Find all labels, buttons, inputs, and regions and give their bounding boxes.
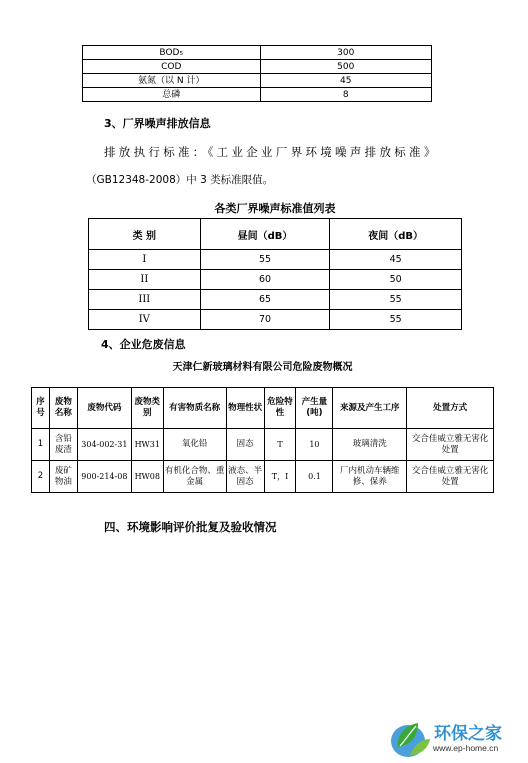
pollutant-value: 500 [260, 60, 432, 74]
noise-night: 50 [330, 270, 462, 290]
pollutant-value: 300 [260, 46, 432, 60]
table-row [83, 46, 432, 60]
pollutant-table [82, 45, 432, 102]
noise-day: 65 [200, 290, 330, 310]
waste-amount: 10 [296, 429, 333, 461]
pollutant-value: 8 [260, 88, 432, 102]
noise-night: 45 [330, 250, 462, 270]
section-four-heading: 四、环境影响评价批复及验收情况 [104, 520, 277, 534]
waste-source: 厂内机动车辆维修、保养 [333, 461, 407, 493]
waste-state: 固态 [226, 429, 264, 461]
noise-category: III [89, 290, 201, 310]
waste-source: 玻璃清洗 [333, 429, 407, 461]
waste-name: 含铅废渣 [49, 429, 77, 461]
section4-heading: 4、企业危废信息 [101, 338, 186, 351]
noise-table-caption: 各类厂界噪声标准值列表 [214, 202, 336, 215]
table-row [83, 88, 432, 102]
waste-disposal: 交合佳威立雅无害化处置 [407, 461, 494, 493]
waste-state: 液态、半固态 [226, 461, 264, 493]
column-header: 废物代码 [77, 388, 131, 429]
section3-standard-line: 排放执行标准：《工业企业厂界环境噪声排放标准》 [104, 145, 439, 159]
noise-day: 60 [200, 270, 330, 290]
table-header-row [89, 219, 462, 250]
leaf-globe-icon [388, 717, 432, 759]
waste-hazard: T，I [264, 461, 296, 493]
column-header: 处置方式 [407, 388, 494, 429]
section3-standard-code: （GB12348-2008）中 3 类标准限值。 [86, 174, 274, 186]
pollutant-name: 总磷 [83, 88, 261, 102]
column-header: 序号 [32, 388, 50, 429]
table-header-row [32, 388, 494, 429]
noise-category: II [89, 270, 201, 290]
waste-substance: 氧化铅 [163, 429, 226, 461]
site-logo[interactable] [388, 717, 523, 759]
noise-day: 70 [200, 310, 330, 330]
noise-night: 55 [330, 310, 462, 330]
waste-code: 900-214-08 [77, 461, 131, 493]
column-header: 产生量(吨) [296, 388, 333, 429]
pollutant-value: 45 [260, 74, 432, 88]
column-header: 物理性状 [226, 388, 264, 429]
waste-disposal: 交合佳威立雅无害化处置 [407, 429, 494, 461]
waste-name: 废矿物油 [49, 461, 77, 493]
table-row [32, 461, 494, 493]
waste-category: HW08 [131, 461, 163, 493]
column-header: 昼间（dB） [200, 219, 330, 250]
logo-name: 环保之家 [434, 724, 502, 744]
table-row [89, 250, 462, 270]
column-header: 危险特性 [264, 388, 296, 429]
column-header: 类 别 [89, 219, 201, 250]
waste-category: HW31 [131, 429, 163, 461]
table-row [89, 270, 462, 290]
waste-no: 2 [32, 461, 50, 493]
logo-url: www.ep-home.cn [433, 743, 499, 753]
waste-hazard: T [264, 429, 296, 461]
table-row [32, 429, 494, 461]
pollutant-name: BOD₅ [83, 46, 261, 60]
table-row [89, 310, 462, 330]
waste-no: 1 [32, 429, 50, 461]
noise-night: 55 [330, 290, 462, 310]
column-header: 有害物质名称 [163, 388, 226, 429]
noise-category: IV [89, 310, 201, 330]
column-header: 来源及产生工序 [333, 388, 407, 429]
noise-day: 55 [200, 250, 330, 270]
column-header: 废物类别 [131, 388, 163, 429]
noise-table [88, 218, 462, 330]
pollutant-name: COD [83, 60, 261, 74]
table-row [83, 60, 432, 74]
waste-code: 304-002-31 [77, 429, 131, 461]
section3-heading: 3、厂界噪声排放信息 [104, 117, 211, 130]
column-header: 废物名称 [49, 388, 77, 429]
waste-table-caption: 天津仁新玻璃材料有限公司危险废物概况 [172, 362, 353, 373]
waste-substance: 有机化合物、重金属 [163, 461, 226, 493]
table-row [89, 290, 462, 310]
waste-amount: 0.1 [296, 461, 333, 493]
table-row [83, 74, 432, 88]
noise-category: I [89, 250, 201, 270]
hazardous-waste-table [31, 387, 494, 493]
column-header: 夜间（dB） [330, 219, 462, 250]
pollutant-name: 氨氮（以 N 计） [83, 74, 261, 88]
